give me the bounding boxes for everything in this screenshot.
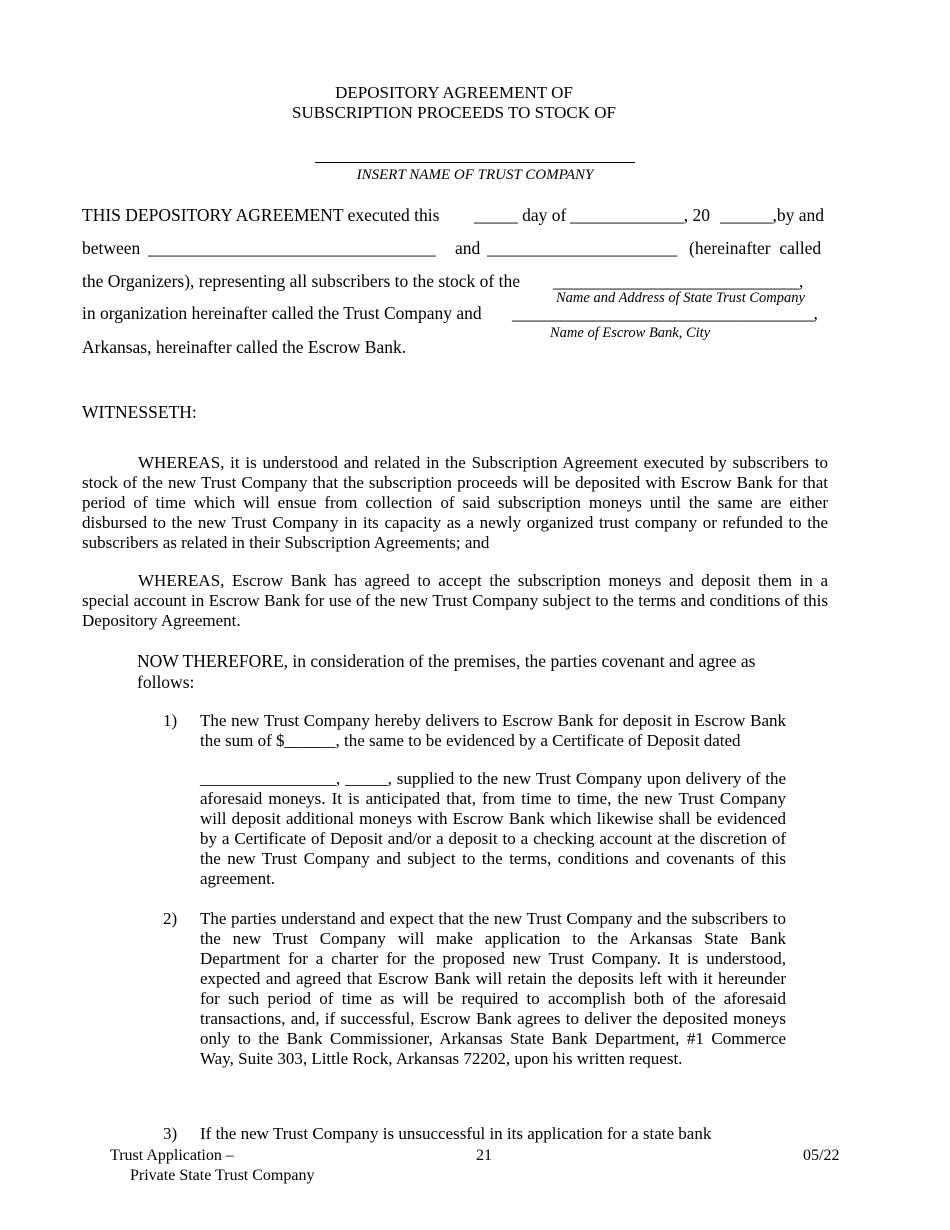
footer-company-type: Private State Trust Company <box>130 1167 315 1184</box>
day-blank[interactable]: _____ day of <box>474 205 567 225</box>
trust-company-caption: INSERT NAME OF TRUST COMPANY <box>356 167 594 183</box>
trust-company-name-blank[interactable] <box>315 144 635 163</box>
item-1-text-part1: The new Trust Company hereby delivers to Escrow Bank for deposit in Escrow Bank the sum of $______, the same to be evidenced by a Certificate of Deposit dated <box>200 711 786 750</box>
preamble-row-1 <box>82 205 828 226</box>
document-title-line2: SUBSCRIPTION PROCEEDS TO STOCK OF <box>291 103 617 122</box>
item-1-number: 1) <box>163 711 178 730</box>
now-therefore-paragraph: NOW THEREFORE, in consideration of the premises, the parties covenant and agree as follows: <box>137 651 756 692</box>
footer-application-label: Trust Application – <box>110 1147 234 1164</box>
preamble-between: between <box>82 238 141 258</box>
item-1-text-part2: ________________, _____, supplied to the new Trust Company upon delivery of the aforesaid moneys. It is anticipated that, from time to time, the new Trust Company will deposit additional moneys with Escrow Bank which likewise shall be evidenced by a Certificate of Deposit and/or a deposit to a checking account at the discretion of the new Trust Company and subject to the terms, conditions and covenants of this agreement. <box>200 769 786 888</box>
state-trust-company-caption: Name and Address of State Trust Company <box>556 290 805 306</box>
witnesseth-heading: WITNESSETH: <box>82 402 197 422</box>
escrow-bank-blank[interactable]: _____________________________________, <box>512 303 818 323</box>
page-number: 21 <box>476 1147 492 1164</box>
document-title-line1: DEPOSITORY AGREEMENT OF <box>335 83 573 102</box>
item-2-text: The parties understand and expect that the new Trust Company and the subscribers to the new Trust Company will make application to the Arkansas State Bank Department for a charter for the proposed new Trust Company. It is understood, expected and agreed that Escrow Bank will retain the deposits left with it hereunder for such period of time as will be required to accomplish both of the aforesaid transactions, and, if successful, Escrow Bank agrees to deliver the deposited moneys only to the Bank Commissioner, Arkansas State Bank Department, #1 Commerce Way, Suite 303, Little Rock, Arkansas 72202, upon his written request. <box>200 909 786 1068</box>
year-blank[interactable]: ______,by and <box>720 205 825 225</box>
state-trust-company-blank[interactable]: ______________________________, <box>553 271 803 291</box>
item-2-number: 2) <box>163 909 178 928</box>
preamble-arkansas: Arkansas, hereinafter called the Escrow Bank. <box>82 337 407 357</box>
preamble-hereinafter: (hereinafter called <box>689 238 822 258</box>
preamble-organization: in organization hereinafter called the Trust Company and <box>82 303 482 323</box>
month-blank[interactable]: _____________, 20 <box>570 205 710 225</box>
footer-date: 05/22 <box>803 1147 840 1164</box>
whereas-paragraph-1: WHEREAS, it is understood and related in the Subscription Agreement executed by subscribers to stock of the new Trust Company that the subscription proceeds will be deposited with Escrow Bank for that period of time which will ensue from collection of said subscription moneys until the same are either disbursed to the new Trust Company in its capacity as a newly organized trust company or refunded to the subscribers as related in their Subscription Agreements; and <box>82 453 828 552</box>
party-two-blank[interactable]: _______________________ <box>487 238 677 258</box>
party-one-blank[interactable]: __________________________________ <box>148 238 436 258</box>
escrow-bank-caption: Name of Escrow Bank, City <box>550 325 711 341</box>
whereas-paragraph-2: WHEREAS, Escrow Bank has agreed to accept the subscription moneys and deposit them in a special account in Escrow Bank for use of the new Trust Company subject to the terms and conditions of this Depository Agreement. <box>82 571 828 630</box>
item-3-number: 3) <box>163 1124 178 1143</box>
item-3-text: If the new Trust Company is unsuccessful in its application for a state bank <box>200 1124 712 1143</box>
preamble-and: and <box>455 238 481 258</box>
preamble-text: THIS DEPOSITORY AGREEMENT executed this <box>82 205 440 225</box>
preamble-organizers: the Organizers), representing all subscribers to the stock of the <box>82 271 521 291</box>
